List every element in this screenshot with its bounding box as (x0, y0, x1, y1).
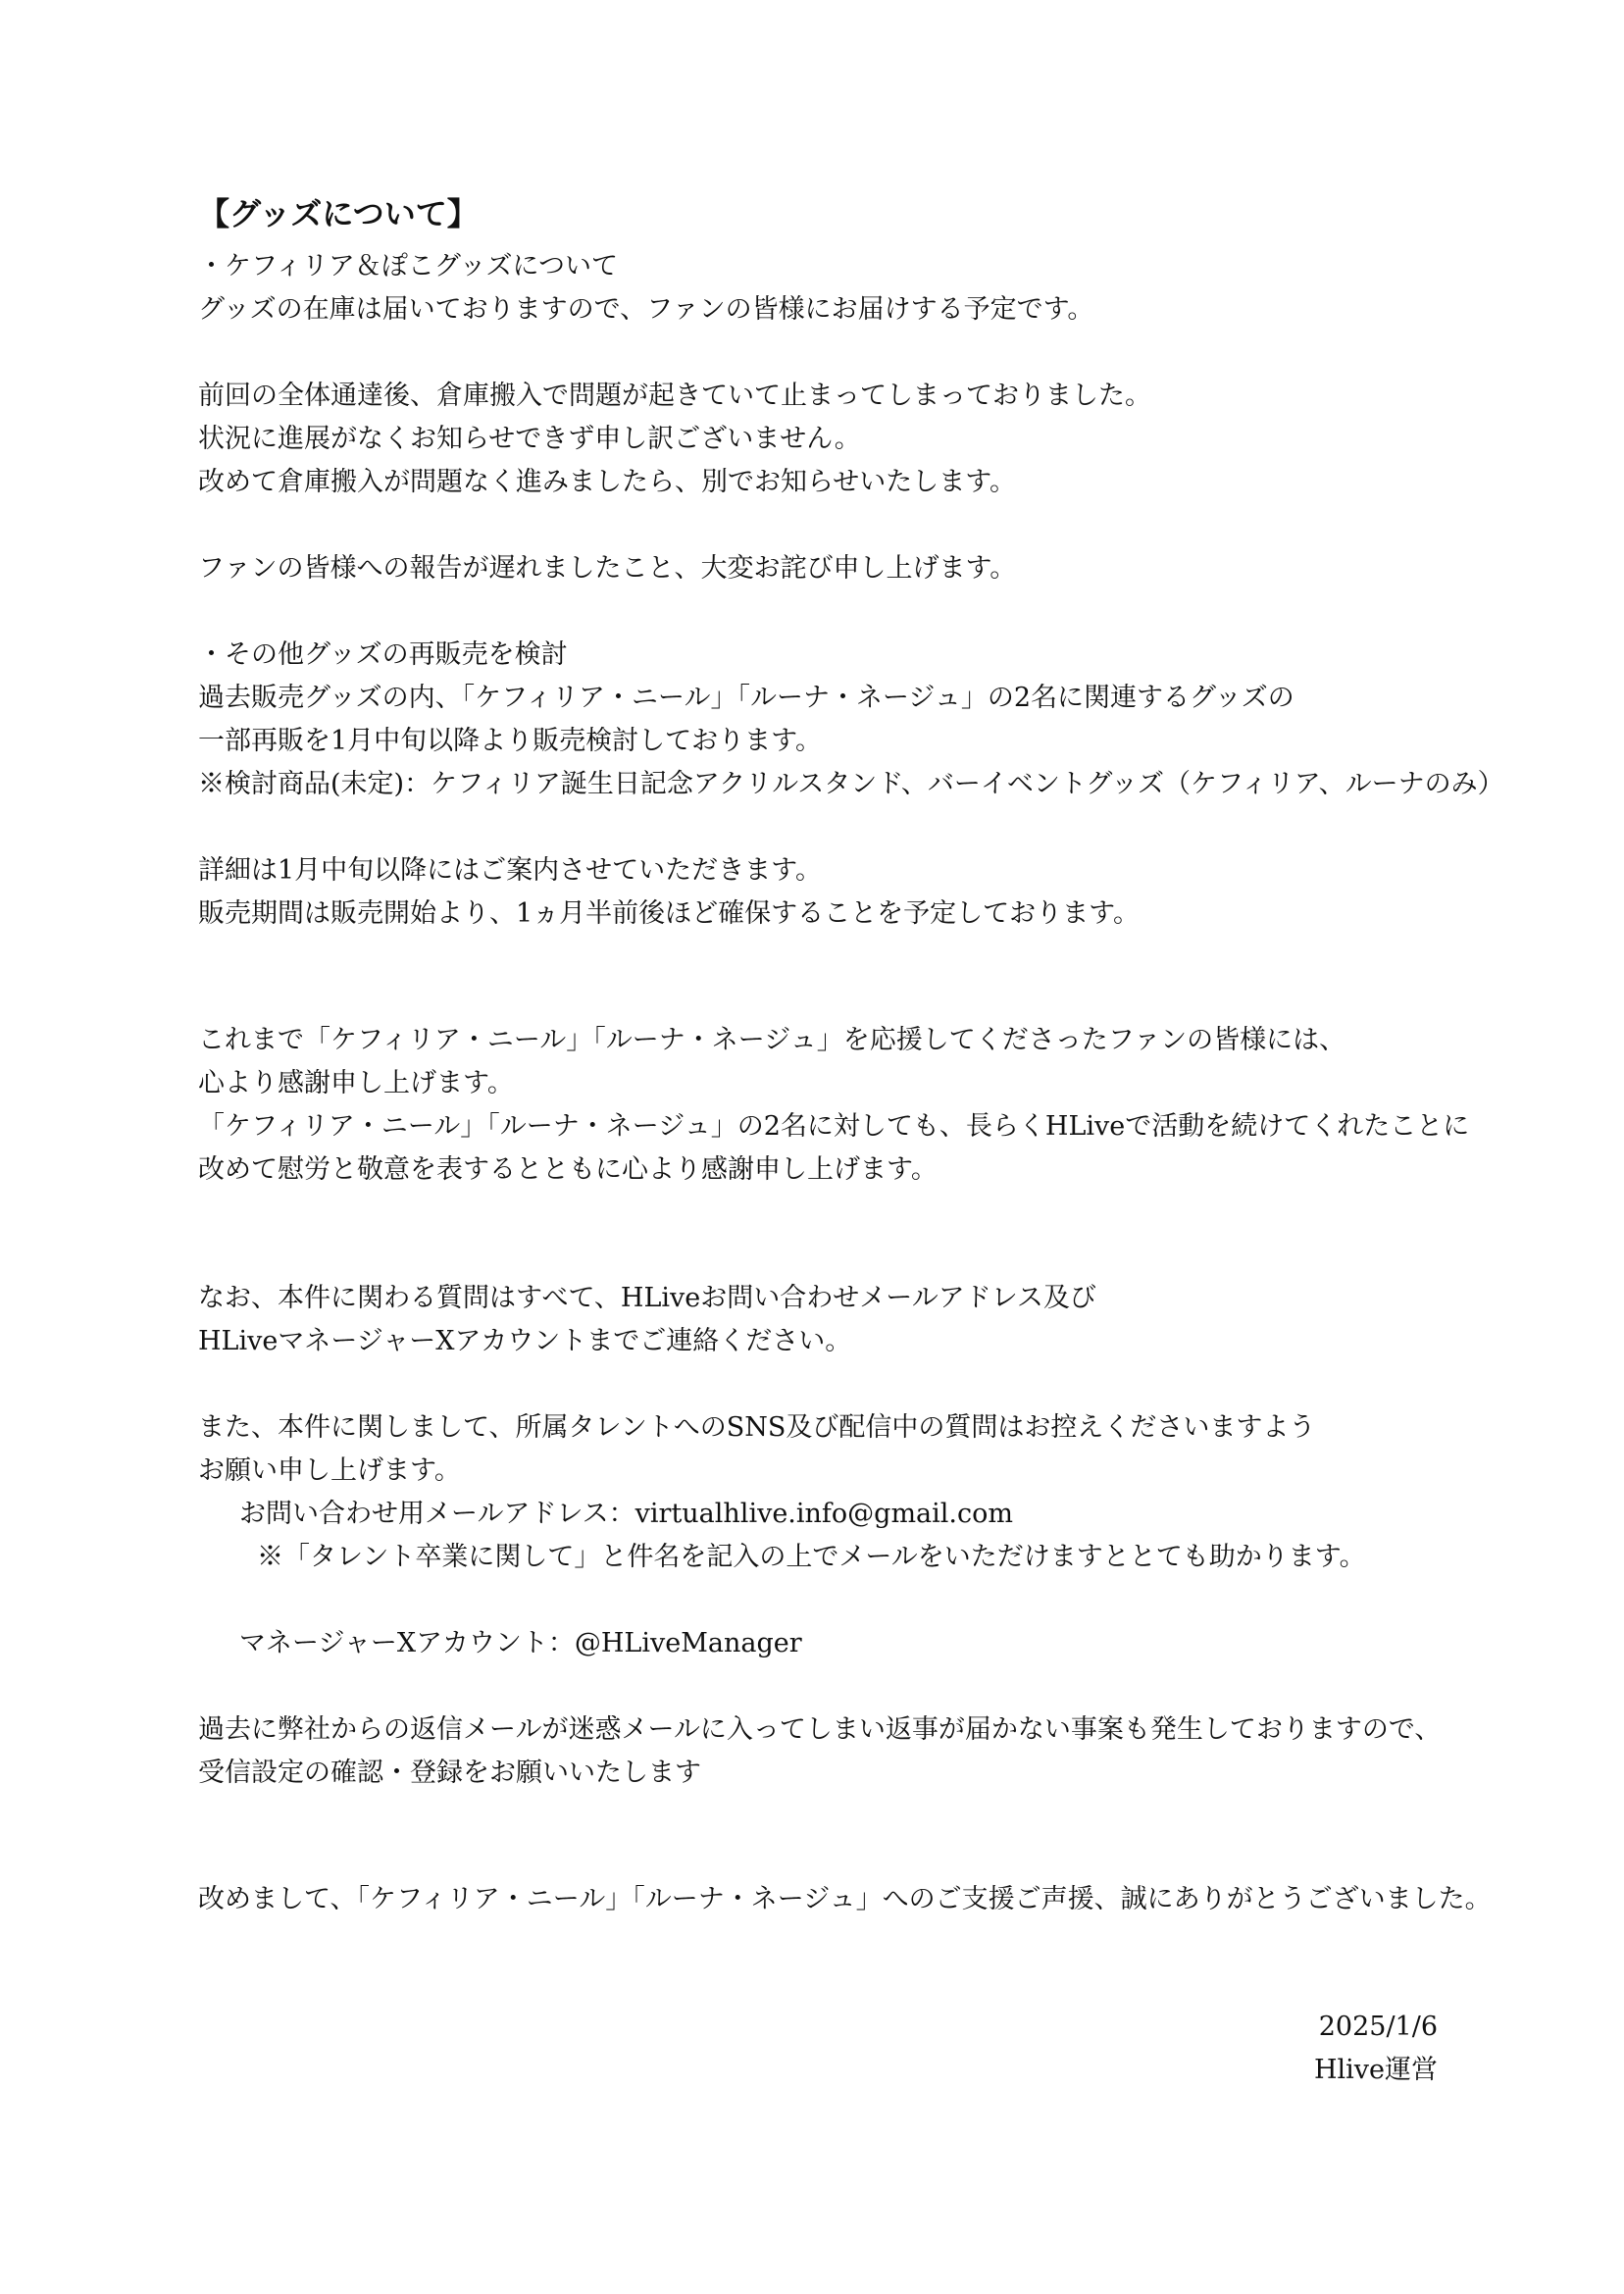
paragraph-line: 心より感謝申し上げます。 (198, 1068, 514, 1098)
paragraph-line: 改めて慰労と敬意を表するとともに心より感謝申し上げます。 (198, 1154, 938, 1185)
paragraph-line: 詳細は1月中旬以降にはご案内させていただきます。 (198, 855, 823, 886)
paragraph-line: 受信設定の確認・登録をお願いいたします (198, 1758, 701, 1788)
paragraph-line: 改めて倉庫搬入が問題なく進みましたら、別でお知らせいたします。 (198, 467, 1017, 497)
paragraph-line: 過去販売グッズの内、「ケフィリア・ニール」「ルーナ・ネージュ」の2名に関連するグッズの (198, 683, 1294, 713)
document-signature: Hlive運営 (1313, 2055, 1438, 2085)
paragraph-line: HLiveマネージャーXアカウントまでご連絡ください。 (198, 1326, 852, 1356)
paragraph-line: これまで「ケフィリア・ニール」「ルーナ・ネージュ」を応援してくださったファンの皆様には、 (198, 1025, 1346, 1055)
paragraph-line: また、本件に関しまして、所属タレントへのSNS及び配信中の質問はお控えくださいますよう (198, 1412, 1316, 1443)
email-note-line: ※「タレント卒業に関して」と件名を記入の上でメールをいただけますととても助かります。 (257, 1542, 1366, 1572)
paragraph-line: 状況に進展がなくお知らせできず申し訳ございません。 (198, 424, 861, 454)
paragraph-line: ・その他グッズの再販売を検討 (198, 639, 568, 670)
x-account-line: マネージャーXアカウント：@HLiveManager (239, 1628, 802, 1658)
paragraph-line: ファンの皆様への報告が遅れましたこと、大変お詫び申し上げます。 (198, 553, 1017, 584)
section-heading: 【グッズについて】 (198, 195, 479, 232)
paragraph-line: 改めまして、「ケフィリア・ニール」「ルーナ・ネージュ」へのご支援ご声援、誠にありがとうございました。 (198, 1884, 1492, 1914)
paragraph-line: 前回の全体通達後、倉庫搬入で問題が起きていて止まってしまっておりました。 (198, 381, 1151, 411)
paragraph-line: お願い申し上げます。 (198, 1455, 461, 1486)
paragraph-line: グッズの在庫は届いておりますので、ファンの皆様にお届けする予定です。 (198, 294, 1094, 325)
document-date: 2025/1/6 (1318, 2012, 1438, 2042)
paragraph-line: なお、本件に関わる質問はすべて、HLiveお問い合わせメールアドレス及び (198, 1283, 1096, 1313)
paragraph-line: 一部再販を1月中旬以降より販売検討しております。 (198, 726, 823, 756)
paragraph-line: 販売期間は販売開始より、1ヵ月半前後ほど確保することを予定しております。 (198, 898, 1141, 929)
contact-email-line: お問い合わせ用メールアドレス：virtualhlive.info@gmail.com (239, 1499, 1013, 1529)
paragraph-line: ※検討商品(未定)：ケフィリア誕生日記念アクリルスタンド、バーイベントグッズ（ケフィリア、ルーナのみ） (198, 769, 1504, 799)
paragraph-line: 過去に弊社からの返信メールが迷惑メールに入ってしまい返事が届かない事案も発生しておりますので、 (198, 1714, 1442, 1745)
paragraph-line: ・ケフィリア＆ぽこグッズについて (198, 251, 618, 281)
paragraph-line: 「ケフィリア・ニール」「ルーナ・ネージュ」の2名に対しても、長らくHLiveで活動を続けてくれたことに (198, 1111, 1470, 1142)
